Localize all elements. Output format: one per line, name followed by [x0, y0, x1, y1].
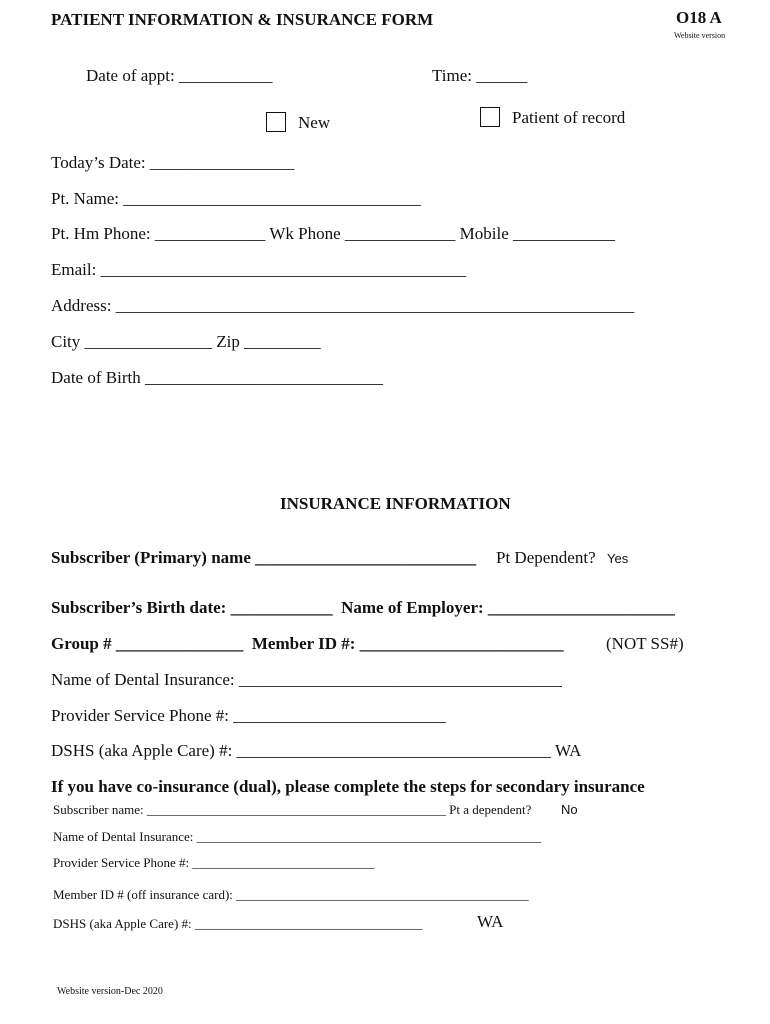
- secondary-heading: If you have co-insurance (dual), please complete the steps for secondary insurance: [51, 777, 645, 796]
- secondary-dental-insurance-field[interactable]: Name of Dental Insurance: _____________________________________________________: [53, 829, 542, 844]
- secondary-member-id-field[interactable]: Member ID # (off insurance card): _____________________________________________: [53, 887, 529, 902]
- appointment-time-field[interactable]: Time: ______: [432, 66, 528, 85]
- date-of-birth-field[interactable]: Date of Birth ____________________________: [51, 368, 383, 387]
- subscriber-name-field[interactable]: Subscriber (Primary) name __________________________: [51, 548, 477, 567]
- insurance-heading: INSURANCE INFORMATION: [280, 494, 511, 513]
- provider-phone-field[interactable]: Provider Service Phone #: _________________________: [51, 706, 446, 725]
- pt-dependent-label: Pt Dependent?: [496, 548, 596, 567]
- todays-date-tail: _: [285, 153, 295, 172]
- version-note: Website version: [674, 31, 726, 40]
- new-patient-label: New: [298, 113, 331, 132]
- footer-version: Website version-Dec 2020: [57, 986, 163, 997]
- not-ss-note: (NOT SS#): [606, 634, 684, 653]
- appointment-date-field[interactable]: Date of appt: ___________: [86, 66, 273, 85]
- phone-fields[interactable]: Pt. Hm Phone: _____________ Wk Phone _____________ Mobile ____________: [51, 224, 615, 243]
- birth-date-employer-field[interactable]: Subscriber’s Birth date: ____________ Name of Employer: ______________________: [51, 598, 675, 617]
- form-code: O18 A: [676, 8, 722, 27]
- secondary-dshs-field[interactable]: DSHS (aka Apple Care) #: ___________________________________: [53, 916, 423, 931]
- todays-date-field[interactable]: [51, 153, 294, 173]
- todays-date-label: Today’s Date: ________________: [51, 153, 286, 172]
- email-field[interactable]: Email: ___________________________________________: [51, 260, 467, 279]
- secondary-dshs-suffix: WA: [477, 912, 504, 931]
- city-zip-field[interactable]: City _______________ Zip _________: [51, 332, 321, 351]
- group-member-id-field[interactable]: Group # _______________ Member ID #: ________________________: [51, 634, 564, 653]
- dental-insurance-field[interactable]: Name of Dental Insurance: ______________________________________: [51, 670, 562, 689]
- address-field[interactable]: Address: _____________________________________________________________: [51, 296, 635, 315]
- new-patient-checkbox[interactable]: [266, 112, 286, 132]
- form-title: PATIENT INFORMATION & INSURANCE FORM: [51, 10, 434, 29]
- dshs-field[interactable]: DSHS (aka Apple Care) #: _____________________________________ WA: [51, 741, 582, 760]
- patient-of-record-label: Patient of record: [512, 108, 626, 127]
- patient-name-field[interactable]: Pt. Name: ___________________________________: [51, 189, 421, 208]
- patient-of-record-checkbox[interactable]: [480, 107, 500, 127]
- secondary-pt-dependent-value[interactable]: No: [561, 802, 578, 817]
- secondary-provider-phone-field[interactable]: Provider Service Phone #: ____________________________: [53, 855, 375, 870]
- pt-dependent-value[interactable]: Yes: [607, 551, 629, 566]
- secondary-subscriber-field[interactable]: Subscriber name: ______________________________________________ Pt a dependent?: [53, 802, 532, 817]
